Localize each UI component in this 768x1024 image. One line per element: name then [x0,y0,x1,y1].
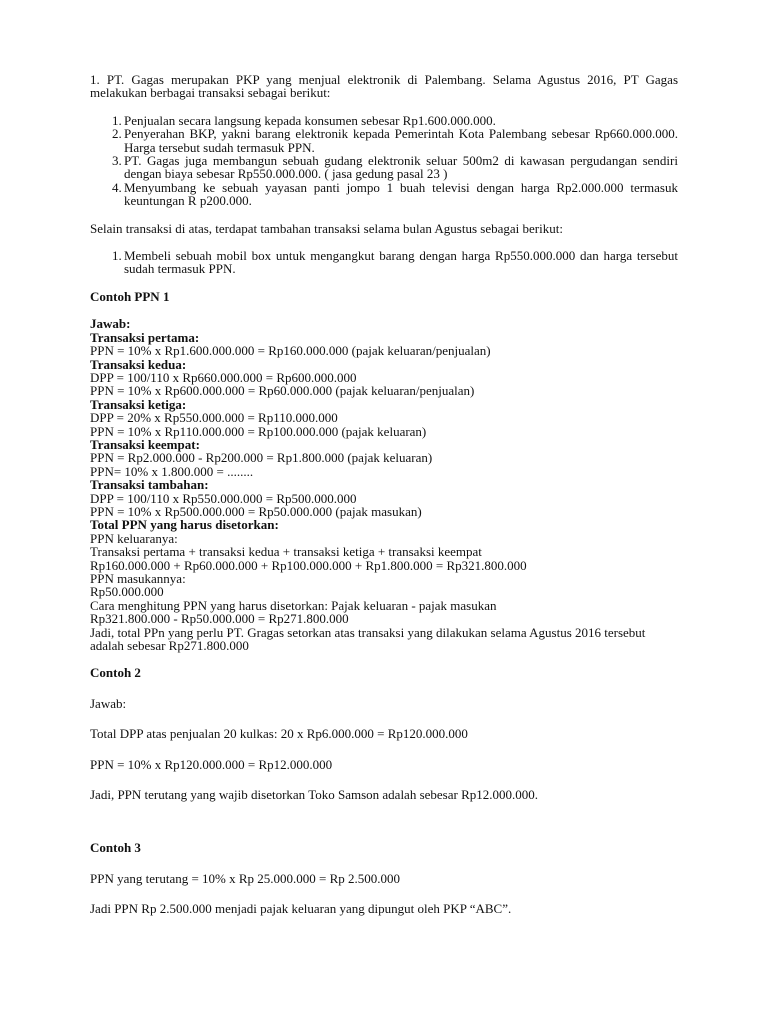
additional-transaction-list [90,249,678,276]
document-page [90,73,678,916]
additional-transaction-item-number: 1. [112,248,122,264]
calculation-line: PPN keluaranya: [90,530,178,546]
calculation-line: Transaksi pertama + transaksi kedua + transaksi ketiga + transaksi keempat [90,544,482,560]
transaction-item-text: Menyumbang ke sebuah yayasan panti jompo 1 buah televisi dengan harga Rp2.000.000 termasuk keuntungan R p200.000. [124,179,678,209]
calculation-line: PPN = Rp2.000.000 - Rp200.000 = Rp1.800.000 (pajak keluaran) [90,450,433,466]
contoh1-conclusion: Jadi, total PPn yang perlu PT. Gragas setorkan atas transaksi yang dilakukan selama Agustus 2016 tersebut adalah sebesar Rp271.800.000 [90,624,646,654]
calculation-line: DPP = 100/110 x Rp550.000.000 = Rp500.000.000 [90,490,357,506]
transaction-item [90,181,678,208]
calculation-line: DPP = 100/110 x Rp660.000.000 = Rp600.000.000 [90,369,357,385]
transaction-item-number: 3. [112,153,122,169]
section-subheading: Transaksi keempat: [90,436,200,452]
contoh3-ppn: PPN yang terutang = 10% x Rp 25.000.000 = Rp 2.500.000 [90,870,401,886]
calculation-line: PPN masukannya: [90,571,186,586]
calculation-line: PPN = 10% x Rp600.000.000 = Rp60.000.000 (pajak keluaran/penjualan) [90,383,475,399]
additional-transaction-item-text: Membeli sebuah mobil box untuk mengangkut barang dengan harga Rp550.000.000 dan harga tersebut sudah termasuk PPN. [124,248,678,277]
section-subheading: Transaksi ketiga: [90,396,187,412]
intro-paragraph: 1. PT. Gagas merupakan PKP yang menjual elektronik di Palembang. Selama Agustus 2016, PT Gagas melakukan berbagai transaksi sebagai berikut: [90,72,678,101]
calculation-line: PPN = 10% x Rp1.600.000.000 = Rp160.000.000 (pajak keluaran/penjualan) [90,343,491,359]
contoh2-dpp: Total DPP atas penjualan 20 kulkas: 20 x Rp6.000.000 = Rp120.000.000 [90,726,468,742]
calculation-line: Cara menghitung PPN yang harus disetorkan: Pajak keluaran - pajak masukan [90,597,497,613]
contoh3-conclusion: Jadi PPN Rp 2.500.000 menjadi pajak keluaran yang dipungut oleh PKP “ABC”. [90,901,512,917]
contoh2-title: Contoh 2 [90,665,141,681]
transaction-item-number: 1. [112,112,122,128]
transaction-item [90,127,678,154]
contoh1-title: Contoh PPN 1 [90,288,170,304]
additional-intro: Selain transaksi di atas, terdapat tambahan transaksi selama bulan Agustus sebagai berikut: [90,220,563,236]
contoh1-jawab: Jawab: [90,316,131,332]
calculation-line: Rp160.000.000 + Rp60.000.000 + Rp100.000.000 + Rp1.800.000 = Rp321.800.000 [90,557,527,573]
section-subheading: Total PPN yang harus disetorkan: [90,517,279,533]
transaction-item [90,114,678,127]
section-subheading: Transaksi tambahan: [90,477,209,493]
contoh3-title: Contoh 3 [90,840,141,856]
calculation-line: PPN= 10% x 1.800.000 = ........ [90,463,254,479]
section-subheading: Transaksi pertama: [90,329,200,345]
transaction-item-number: 2. [112,126,122,142]
transaction-item-number: 4. [112,179,122,195]
transaction-list [90,114,678,208]
calculation-line: PPN = 10% x Rp110.000.000 = Rp100.000.000 (pajak keluaran) [90,423,427,439]
calculation-line: DPP = 20% x Rp550.000.000 = Rp110.000.000 [90,410,338,426]
contoh1-lines [90,331,678,626]
transaction-item-text: PT. Gagas juga membangun sebuah gudang elektronik seluar 500m2 di kawasan pergudangan sendiri dengan biaya sebesar Rp550.000.000. ( jasa gedung pasal 23 ) [124,153,678,182]
section-subheading: Transaksi kedua: [90,356,187,372]
transaction-item-text: Penyerahan BKP, yakni barang elektronik kepada Pemerintah Kota Palembang sebesar Rp660.000.000. Harga tersebut sudah termasuk PPN. [124,126,678,155]
contoh2-ppn: PPN = 10% x Rp120.000.000 = Rp12.000.000 [90,756,333,772]
calculation-line: Rp321.800.000 - Rp50.000.000 = Rp271.800.000 [90,611,349,627]
calculation-line: PPN = 10% x Rp500.000.000 = Rp50.000.000 (pajak masukan) [90,503,422,519]
contoh2-jawab: Jawab: [90,695,127,711]
transaction-item [90,154,678,181]
calculation-line: Rp50.000.000 [90,584,164,600]
additional-transaction-item [90,249,678,276]
contoh2-conclusion: Jadi, PPN terutang yang wajib disetorkan Toko Samson adalah sebesar Rp12.000.000. [90,787,539,803]
transaction-item-text: Penjualan secara langsung kepada konsumen sebesar Rp1.600.000.000. [124,112,496,128]
